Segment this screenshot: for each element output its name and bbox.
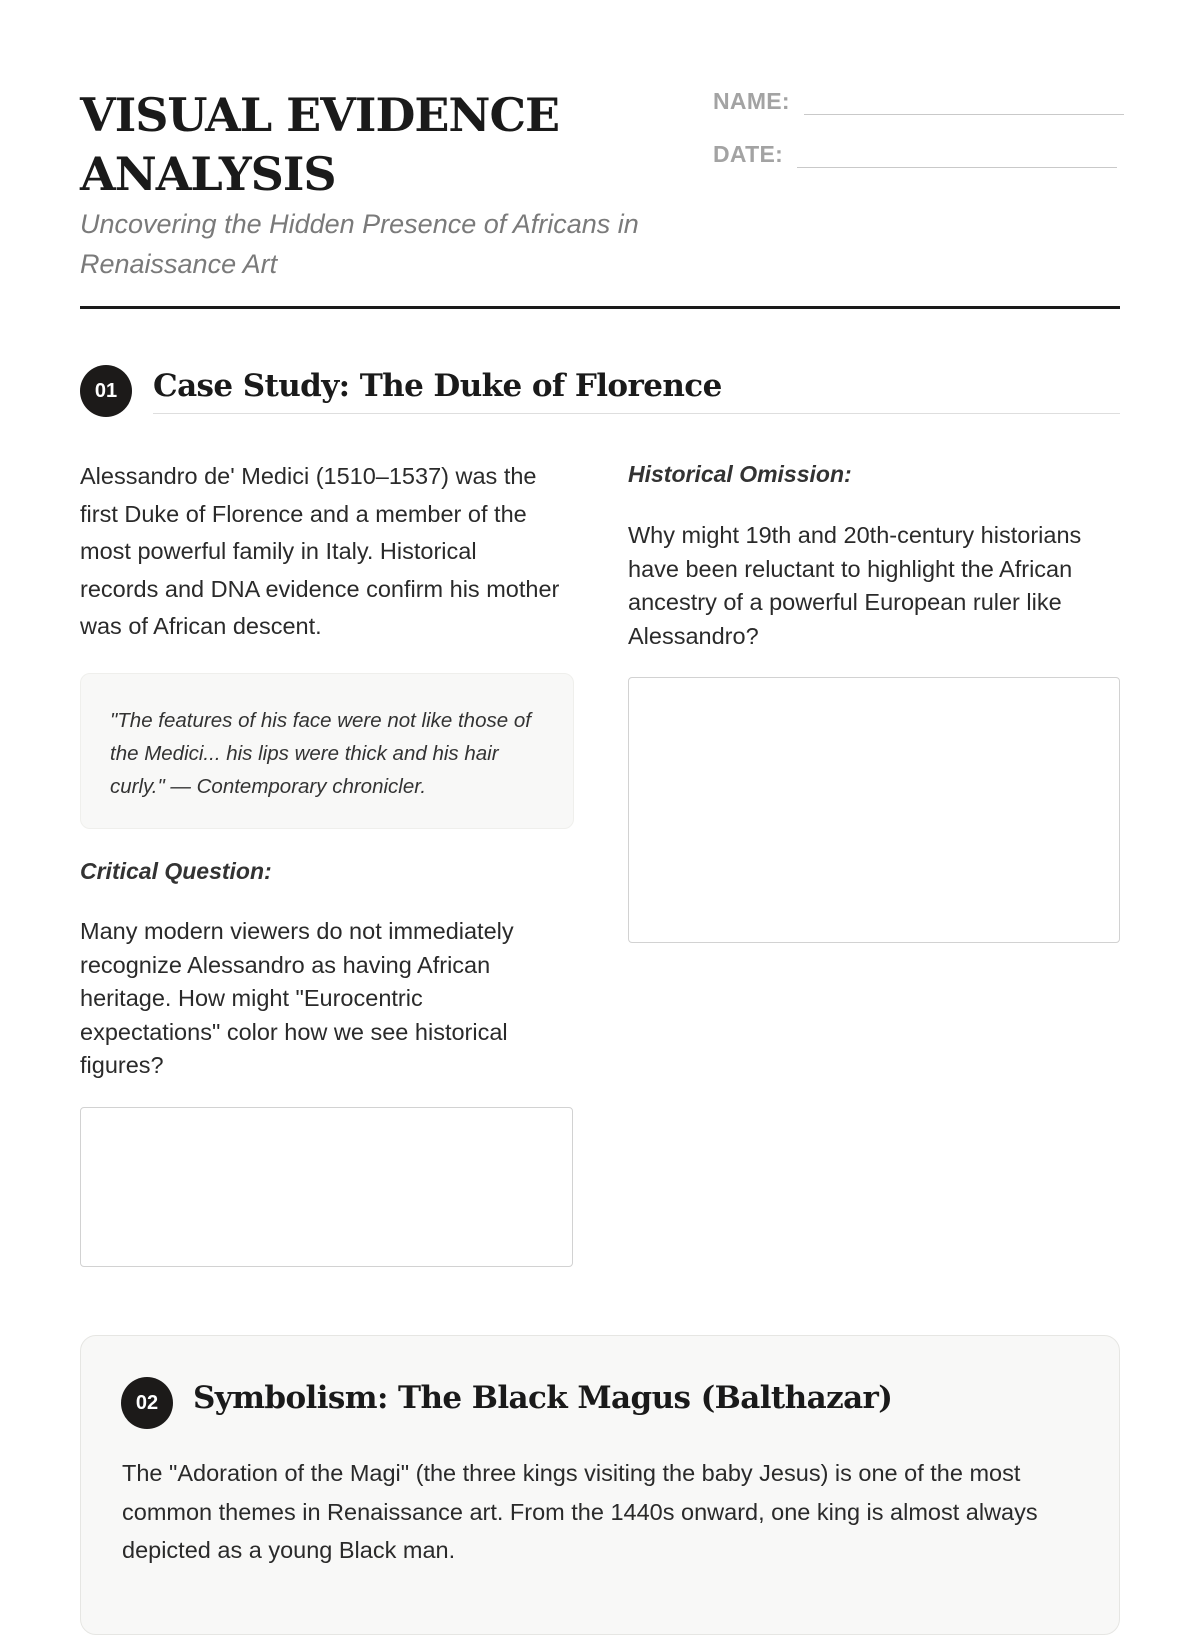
section-number-badge: 01 xyxy=(80,365,132,417)
critical-answer-box[interactable] xyxy=(80,1107,573,1267)
worksheet-page xyxy=(80,0,1120,1600)
historical-omission-label: Historical Omission: xyxy=(628,461,852,487)
section-number-badge: 02 xyxy=(121,1377,173,1429)
section-title: Case Study: The Duke of Florence xyxy=(153,368,722,404)
critical-question-text: Many modern viewers do not immediately recognize Alessandro as having African heritage. How might "Eurocentric expectations" color how we see historical figures? xyxy=(80,918,514,1078)
historical-omission-text: Why might 19th and 20th-century historians have been reluctant to highlight the African ancestry of a powerful European ruler like Alessandro? xyxy=(628,522,1082,649)
page-title: VISUAL EVIDENCE ANALYSIS xyxy=(80,88,560,201)
omission-answer-box[interactable] xyxy=(628,677,1120,943)
date-label: DATE: xyxy=(713,141,784,167)
header-divider xyxy=(80,306,1120,309)
name-input-line[interactable] xyxy=(804,94,1124,115)
name-field[interactable] xyxy=(713,88,1124,115)
date-field[interactable] xyxy=(713,141,1117,168)
critical-question-label: Critical Question: xyxy=(80,858,272,884)
section2-card xyxy=(80,1335,1120,1635)
intro-paragraph: Alessandro de' Medici (1510–1537) was the first Duke of Florence and a member of the most powerful family in Italy. Historical records and DNA evidence confirm his mother was of African descent. xyxy=(80,463,560,639)
section2-paragraph: The "Adoration of the Magi" (the three kings visiting the baby Jesus) is one of the most common themes in Renaissance art. From the 1440s onward, one king is almost always depicted as a young Black man. xyxy=(122,1460,1038,1563)
chronicler-quote: "The features of his face were not like those of the Medici... his lips were thick and his hair curly." — Contemporary chronicler. xyxy=(80,673,574,829)
section-title-underline xyxy=(153,413,1120,414)
page-subtitle: Uncovering the Hidden Presence of Africans in Renaissance Art xyxy=(80,209,639,279)
date-input-line[interactable] xyxy=(797,147,1117,168)
section-title: Symbolism: The Black Magus (Balthazar) xyxy=(193,1380,893,1416)
name-label: NAME: xyxy=(713,88,790,114)
